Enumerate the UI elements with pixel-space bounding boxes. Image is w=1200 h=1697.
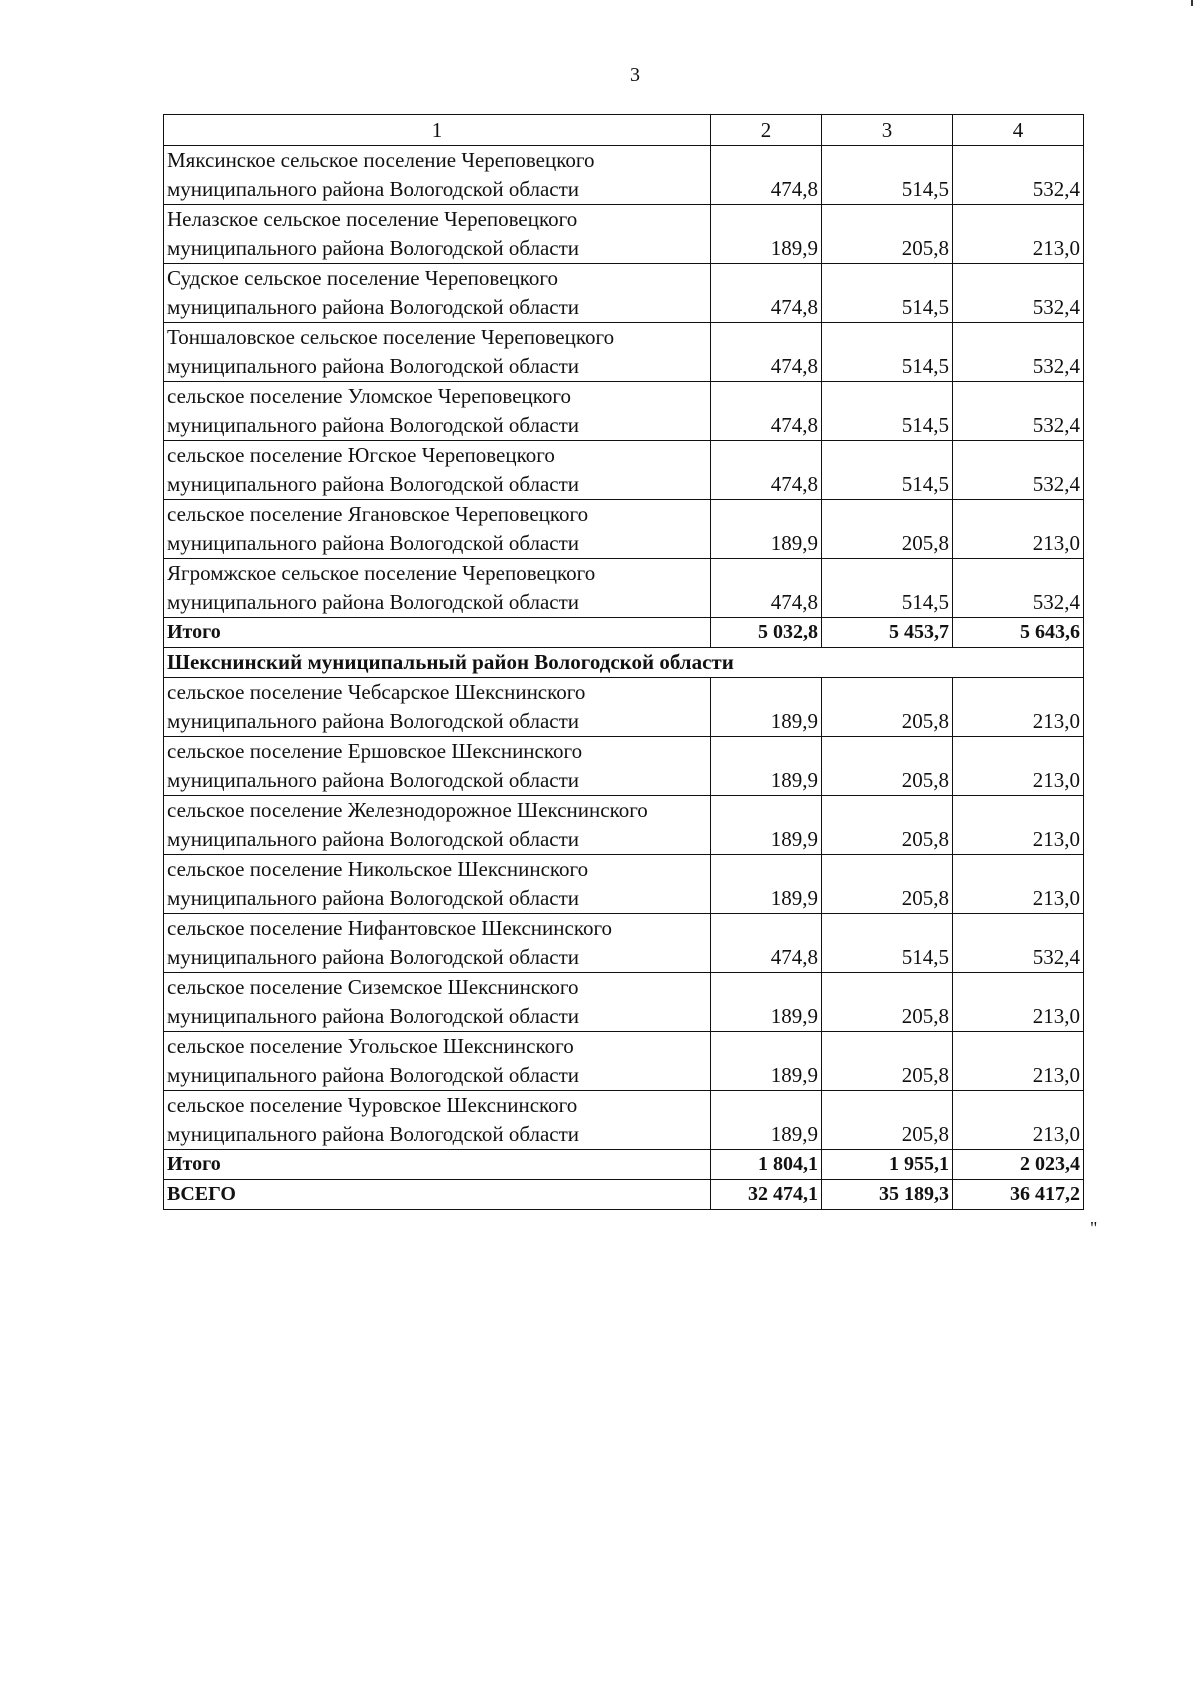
closing-quote: " <box>1090 1218 1098 1238</box>
value-col-3: 205,8 <box>822 796 953 855</box>
value-col-3: 205,8 <box>822 500 953 559</box>
settlement-name: сельское поселение Никольское Шекснинского муниципального района Вологодской области <box>164 855 711 914</box>
value-col-3: 205,8 <box>822 205 953 264</box>
subtotal-row-sheksna <box>164 1150 1084 1180</box>
value-col-3: 514,5 <box>822 382 953 441</box>
value-col-2: 189,9 <box>711 205 822 264</box>
column-header-3: 3 <box>822 115 953 146</box>
total-col-4: 36 417,2 <box>953 1180 1084 1210</box>
value-col-2: 474,8 <box>711 382 822 441</box>
header-row <box>164 115 1084 146</box>
settlement-name: сельское поселение Уломское Череповецкого муниципального района Вологодской области <box>164 382 711 441</box>
settlement-name: сельское поселение Ягановское Череповецкого муниципального района Вологодской области <box>164 500 711 559</box>
section-row-sheksna <box>164 648 1084 678</box>
settlement-name: сельское поселение Ершовское Шекснинского муниципального района Вологодской области <box>164 737 711 796</box>
table-row <box>164 737 1084 796</box>
settlement-name: сельское поселение Югское Череповецкого муниципального района Вологодской области <box>164 441 711 500</box>
total-col-2: 5 032,8 <box>711 618 822 648</box>
table-row <box>164 678 1084 737</box>
value-col-3: 205,8 <box>822 973 953 1032</box>
value-col-4: 213,0 <box>953 737 1084 796</box>
value-col-3: 514,5 <box>822 146 953 205</box>
settlement-name: сельское поселение Железнодорожное Шекснинского муниципального района Вологодской области <box>164 796 711 855</box>
table-row <box>164 1032 1084 1091</box>
scan-mark <box>1191 0 1193 6</box>
value-col-2: 474,8 <box>711 323 822 382</box>
section-title: Шекснинский муниципальный район Вологодской области <box>164 648 1084 678</box>
value-col-2: 189,9 <box>711 737 822 796</box>
table-row <box>164 441 1084 500</box>
settlement-name: сельское поселение Нифантовское Шекснинского муниципального района Вологодской области <box>164 914 711 973</box>
total-col-4: 5 643,6 <box>953 618 1084 648</box>
value-col-2: 189,9 <box>711 1032 822 1091</box>
value-col-2: 189,9 <box>711 796 822 855</box>
settlement-name: сельское поселение Сиземское Шекснинского муниципального района Вологодской области <box>164 973 711 1032</box>
value-col-4: 532,4 <box>953 264 1084 323</box>
table-row <box>164 323 1084 382</box>
value-col-4: 532,4 <box>953 441 1084 500</box>
value-col-2: 189,9 <box>711 1091 822 1150</box>
table-body <box>164 115 1084 1210</box>
total-label: Итого <box>164 1150 711 1180</box>
value-col-4: 213,0 <box>953 678 1084 737</box>
value-col-3: 514,5 <box>822 264 953 323</box>
value-col-4: 532,4 <box>953 914 1084 973</box>
settlement-name: сельское поселение Угольское Шекснинского муниципального района Вологодской области <box>164 1032 711 1091</box>
settlement-name: Нелазское сельское поселение Череповецкого муниципального района Вологодской области <box>164 205 711 264</box>
value-col-2: 189,9 <box>711 500 822 559</box>
value-col-3: 205,8 <box>822 1091 953 1150</box>
total-col-3: 35 189,3 <box>822 1180 953 1210</box>
value-col-3: 205,8 <box>822 678 953 737</box>
table-row <box>164 973 1084 1032</box>
table-row <box>164 559 1084 618</box>
value-col-2: 189,9 <box>711 678 822 737</box>
allocation-table <box>163 114 1084 1210</box>
table-row <box>164 914 1084 973</box>
table-row <box>164 855 1084 914</box>
value-col-4: 213,0 <box>953 1091 1084 1150</box>
column-header-2: 2 <box>711 115 822 146</box>
total-col-4: 2 023,4 <box>953 1150 1084 1180</box>
value-col-2: 474,8 <box>711 441 822 500</box>
total-col-3: 1 955,1 <box>822 1150 953 1180</box>
value-col-2: 189,9 <box>711 855 822 914</box>
subtotal-row-cherepovets <box>164 618 1084 648</box>
grand-total-row <box>164 1180 1084 1210</box>
column-header-4: 4 <box>953 115 1084 146</box>
table-row <box>164 205 1084 264</box>
value-col-2: 474,8 <box>711 559 822 618</box>
value-col-3: 514,5 <box>822 914 953 973</box>
settlement-name: сельское поселение Чуровское Шекснинского муниципального района Вологодской области <box>164 1091 711 1150</box>
settlement-name: сельское поселение Чебсарское Шекснинского муниципального района Вологодской области <box>164 678 711 737</box>
table-row <box>164 1091 1084 1150</box>
value-col-3: 514,5 <box>822 559 953 618</box>
table-row <box>164 796 1084 855</box>
value-col-3: 514,5 <box>822 441 953 500</box>
value-col-3: 205,8 <box>822 737 953 796</box>
value-col-4: 213,0 <box>953 973 1084 1032</box>
value-col-2: 189,9 <box>711 973 822 1032</box>
table-row <box>164 146 1084 205</box>
table-row <box>164 382 1084 441</box>
total-col-3: 5 453,7 <box>822 618 953 648</box>
total-col-2: 1 804,1 <box>711 1150 822 1180</box>
settlement-name: Судское сельское поселение Череповецкого муниципального района Вологодской области <box>164 264 711 323</box>
settlement-name: Ягромжское сельское поселение Череповецкого муниципального района Вологодской области <box>164 559 711 618</box>
value-col-4: 213,0 <box>953 500 1084 559</box>
total-label: ВСЕГО <box>164 1180 711 1210</box>
value-col-3: 205,8 <box>822 855 953 914</box>
value-col-4: 532,4 <box>953 323 1084 382</box>
settlement-name: Тоншаловское сельское поселение Череповецкого муниципального района Вологодской области <box>164 323 711 382</box>
value-col-3: 514,5 <box>822 323 953 382</box>
value-col-2: 474,8 <box>711 914 822 973</box>
value-col-4: 213,0 <box>953 205 1084 264</box>
total-label: Итого <box>164 618 711 648</box>
value-col-4: 213,0 <box>953 855 1084 914</box>
value-col-4: 213,0 <box>953 796 1084 855</box>
total-col-2: 32 474,1 <box>711 1180 822 1210</box>
value-col-2: 474,8 <box>711 146 822 205</box>
value-col-3: 205,8 <box>822 1032 953 1091</box>
value-col-4: 532,4 <box>953 382 1084 441</box>
value-col-4: 532,4 <box>953 146 1084 205</box>
table-row <box>164 264 1084 323</box>
value-col-4: 213,0 <box>953 1032 1084 1091</box>
value-col-2: 474,8 <box>711 264 822 323</box>
value-col-4: 532,4 <box>953 559 1084 618</box>
table-row <box>164 500 1084 559</box>
column-header-1: 1 <box>164 115 711 146</box>
page-number: 3 <box>630 64 640 86</box>
settlement-name: Мяксинское сельское поселение Череповецкого муниципального района Вологодской области <box>164 146 711 205</box>
